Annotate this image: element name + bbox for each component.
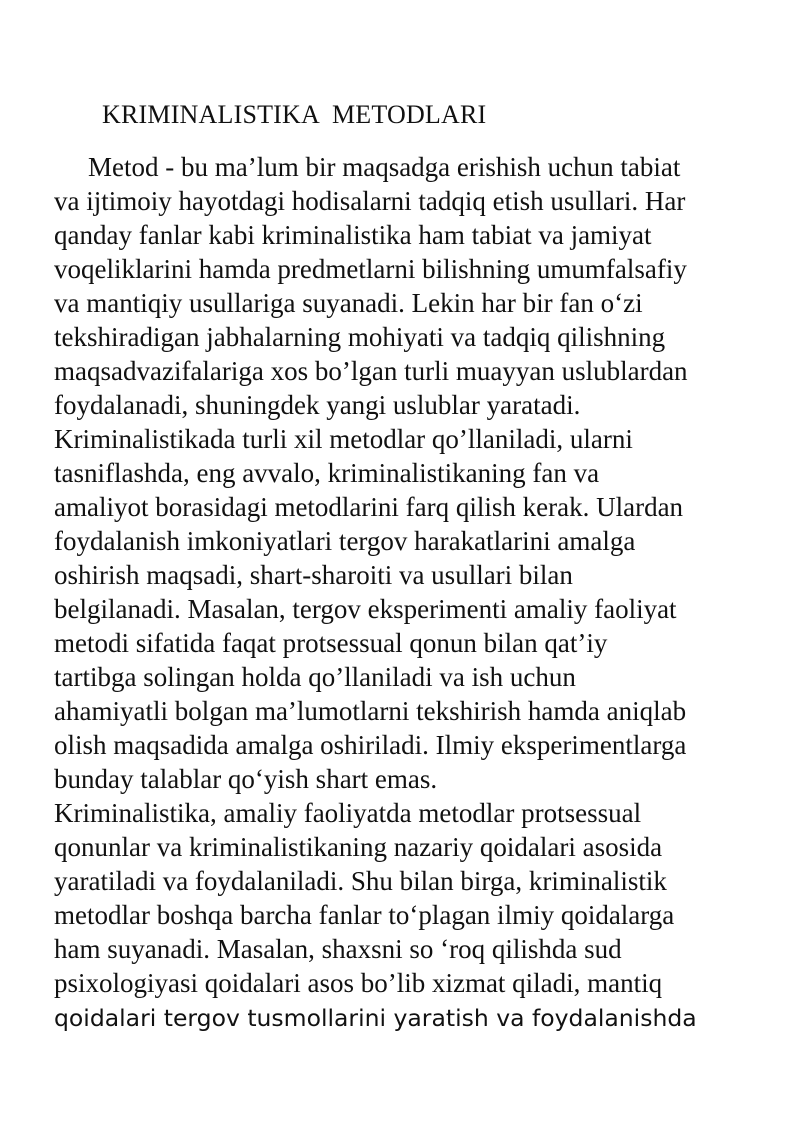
text-line: bunday talablar qo‘yish shart emas.: [54, 764, 438, 794]
text-line: tasniflashda, eng avvalo, kriminalistikaning fan va: [54, 458, 600, 488]
text-line: foydalanish imkoniyatlari tergov harakatlarini amalga: [54, 526, 636, 556]
text-line: maqsadvazifalariga xos bo’lgan turli muayyan uslublardan: [54, 356, 688, 386]
text-line: qoidalari tergov tusmollarini yaratish va foydalanishda: [54, 1004, 697, 1032]
text-line: metodi sifatida faqat protsessual qonun bilan qat’iy: [54, 628, 608, 658]
text-line: qanday fanlar kabi kriminalistika ham tabiat va jamiyat: [54, 220, 652, 250]
text-line: tartibga solingan holda qo’llaniladi va ish uchun: [54, 662, 576, 692]
text-line: yaratiladi va foydalaniladi. Shu bilan birga, kriminalistik: [54, 866, 667, 896]
text-line: oshirish maqsadi, shart-sharoiti va usullari bilan: [54, 560, 573, 590]
text-line: Metod - bu ma’lum bir maqsadga erishish uchun tabiat: [88, 152, 681, 182]
document-title: KRIMINALISTIKA METODLARI: [102, 100, 487, 129]
text-line: metodlar boshqa barcha fanlar to‘plagan ilmiy qoidalarga: [54, 900, 675, 930]
text-line: va ijtimoiy hayotdagi hodisalarni tadqiq etish usullari. Har: [54, 186, 686, 216]
text-line: tekshiradigan jabhalarning mohiyati va tadqiq qilishning: [54, 322, 666, 352]
text-line: qonunlar va kriminalistikaning nazariy qoidalari asosida: [54, 832, 663, 862]
text-line: Kriminalistika, amaliy faoliyatda metodlar protsessual: [54, 798, 642, 828]
text-line: va mantiqiy usullariga suyanadi. Lekin har bir fan o‘zi: [54, 288, 643, 318]
text-line: amaliyot borasidagi metodlarini farq qilish kerak. Ulardan: [54, 492, 684, 522]
text-line: ham suyanadi. Masalan, shaxsni so ‘roq qilishda sud: [54, 934, 622, 964]
text-line: voqeliklarini hamda predmetlarni bilishning umumfalsafiy: [54, 254, 687, 284]
text-line: psixologiyasi qoidalari asos bo’lib xizmat qiladi, mantiq: [54, 968, 663, 998]
text-line: belgilanadi. Masalan, tergov eksperimenti amaliy faoliyat: [54, 594, 677, 624]
text-line: Kriminalistikada turli xil metodlar qo’llaniladi, ularni: [54, 424, 633, 454]
text-line: foydalanadi, shuningdek yangi uslublar yaratadi.: [54, 390, 581, 420]
text-line: ahamiyatli bolgan ma’lumotlarni tekshirish hamda aniqlab: [54, 696, 687, 726]
text-line: olish maqsadida amalga oshiriladi. Ilmiy eksperimentlarga: [54, 730, 687, 760]
